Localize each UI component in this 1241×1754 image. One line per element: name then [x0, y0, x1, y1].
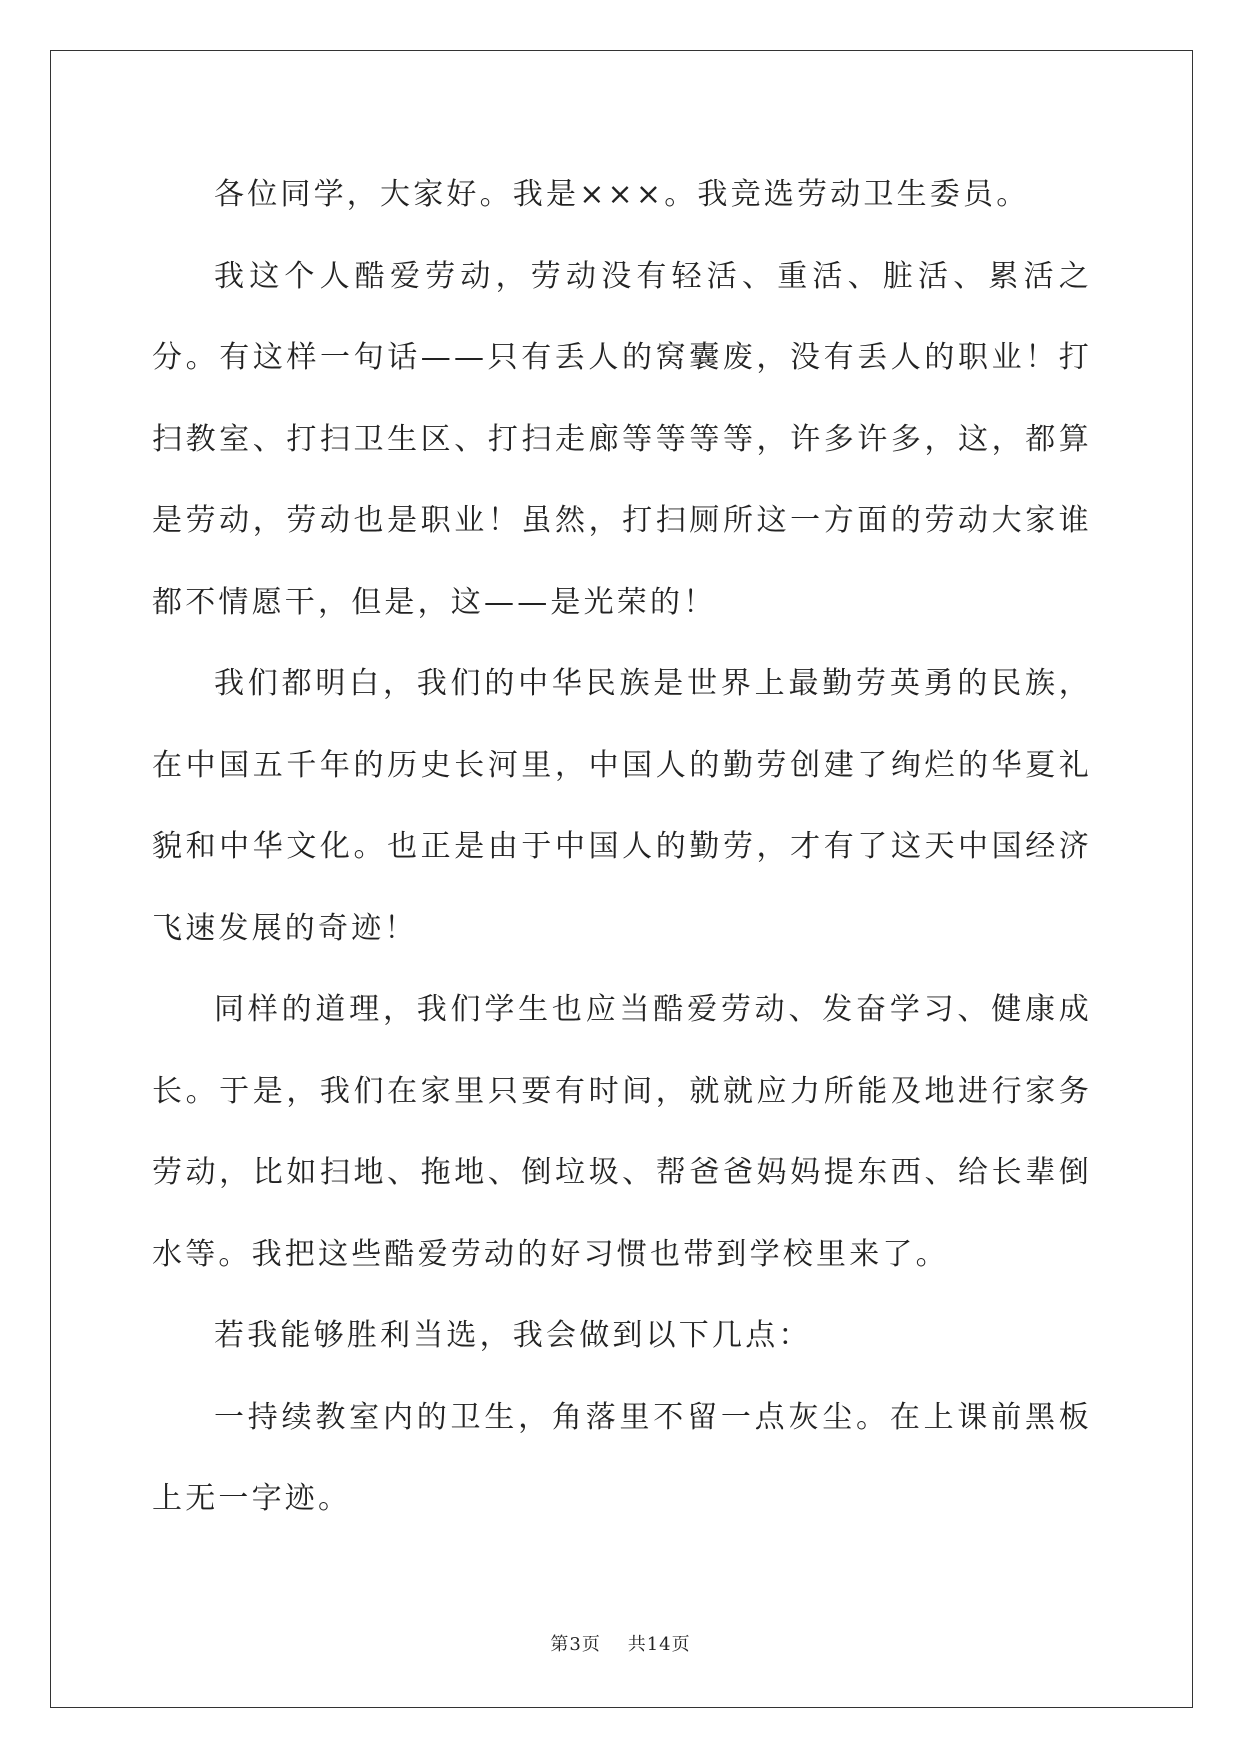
- paragraph-4: 同样的道理，我们学生也应当酷爱劳动、发奋学习、健康成长。于是，我们在家里只要有时间，就就应力所能及地进行家务劳动，比如扫地、拖地、倒垃圾、帮爸爸妈妈提东西、给长辈倒水等。我把这些酷爱劳动的好习惯也带到学校里来了。: [152, 992, 1092, 1272]
- paragraph-6: 一持续教室内的卫生，角落里不留一点灰尘。在上课前黑板上无一字迹。: [152, 1399, 1092, 1516]
- page-number: 第3页: [550, 1634, 601, 1655]
- page-total: 共14页: [627, 1634, 691, 1655]
- paragraph-5: 若我能够胜利当选，我会做到以下几点：: [214, 1318, 812, 1353]
- paragraph-3: 我们都明白，我们的中华民族是世界上最勤劳英勇的民族，在中国五千年的历史长河里，中国人的勤劳创建了绚烂的华夏礼貌和中华文化。也正是由于中国人的勤劳，才有了这天中国经济飞速发展的奇迹！: [152, 666, 1092, 946]
- paragraph-2: 我这个人酷爱劳动，劳动没有轻活、重活、脏活、累活之分。有这样一句话——只有丢人的窝囊废，没有丢人的职业！打扫教室、打扫卫生区、打扫走廊等等等等，许多许多，这，都算是劳动，劳动也是职业！虽然，打扫厕所这一方面的劳动大家谁都不情愿干，但是，这——是光荣的！: [152, 258, 1092, 620]
- document-body: [152, 154, 1092, 1540]
- page-footer: [0, 1630, 1241, 1656]
- paragraph-1: 各位同学，大家好。我是×××。我竞选劳动卫生委员。: [214, 177, 1030, 212]
